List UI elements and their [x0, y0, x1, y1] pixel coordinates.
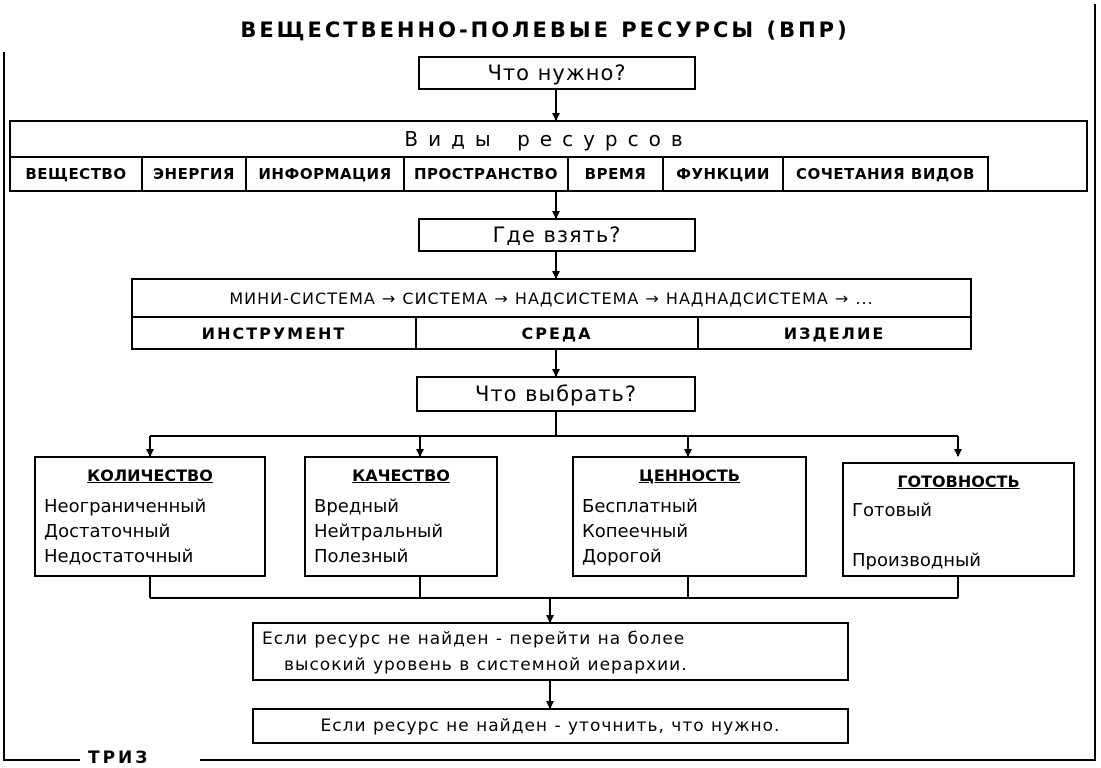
note-go-higher	[252, 622, 849, 681]
system-levels-box	[131, 278, 972, 350]
criterion-value-item-1: Бесплатный	[582, 496, 698, 517]
question-choose: Что выбрать?	[416, 376, 696, 412]
resource-type-energy: ЭНЕРГИЯ	[143, 158, 247, 190]
criterion-quality-item-3: Полезный	[314, 546, 409, 567]
diagram-title: ВЕЩЕСТВЕННО-ПОЛЕВЫЕ РЕСУРСЫ (ВПР)	[240, 18, 850, 42]
footer-label: ТРИЗ	[88, 748, 151, 768]
resource-type-time: ВРЕМЯ	[569, 158, 664, 190]
resource-type-substance: ВЕЩЕСТВО	[11, 158, 143, 190]
criterion-quantity-item-3: Недостаточный	[44, 546, 194, 567]
criterion-quality	[304, 456, 498, 577]
question-what-needed: Что нужно?	[418, 56, 696, 90]
criterion-value-item-2: Копеечный	[582, 521, 689, 542]
criterion-quality-title: КАЧЕСТВО	[352, 466, 450, 485]
system-level-tool: ИНСТРУМЕНТ	[133, 318, 417, 348]
resource-type-space: ПРОСТРАНСТВО	[405, 158, 569, 190]
note-go-higher-line-2: высокий уровень в системной иерархии.	[284, 655, 688, 675]
resource-types-box	[9, 120, 1088, 192]
criterion-value	[572, 456, 807, 577]
criterion-readiness-item-1: Готовый	[852, 500, 933, 521]
system-level-environment: СРЕДА	[417, 318, 699, 348]
note-go-higher-line-1: Если ресурс не найден - перейти на более	[262, 629, 686, 649]
resource-types-heading: Виды ресурсов	[404, 127, 693, 151]
criterion-readiness	[842, 462, 1075, 577]
criterion-value-item-3: Дорогой	[582, 546, 662, 567]
resource-type-functions: ФУНКЦИИ	[664, 158, 784, 190]
criterion-quantity-item-2: Достаточный	[44, 521, 171, 542]
note-clarify-need: Если ресурс не найден - уточнить, что нужно.	[252, 708, 849, 744]
criterion-quality-item-2: Нейтральный	[314, 521, 444, 542]
resource-type-combinations: СОЧЕТАНИЯ ВИДОВ	[784, 158, 989, 190]
resource-type-information: ИНФОРМАЦИЯ	[247, 158, 405, 190]
system-levels-row	[133, 316, 970, 348]
criterion-value-title: ЦЕННОСТЬ	[638, 466, 740, 485]
system-levels-chain: МИНИ-СИСТЕМА → СИСТЕМА → НАДСИСТЕМА → НАДНАДСИСТЕМА → ...	[229, 288, 874, 308]
criterion-readiness-title: ГОТОВНОСТЬ	[897, 472, 1020, 491]
criterion-quality-item-1: Вредный	[314, 496, 399, 517]
system-level-product: ИЗДЕЛИЕ	[783, 323, 886, 343]
criterion-quantity-title: КОЛИЧЕСТВО	[87, 466, 213, 485]
question-where: Где взять?	[418, 218, 696, 252]
criterion-quantity-item-1: Неограниченный	[44, 496, 207, 517]
criterion-quantity	[34, 456, 266, 577]
criterion-readiness-item-2: Производный	[852, 550, 981, 571]
resource-types-row	[11, 156, 989, 190]
